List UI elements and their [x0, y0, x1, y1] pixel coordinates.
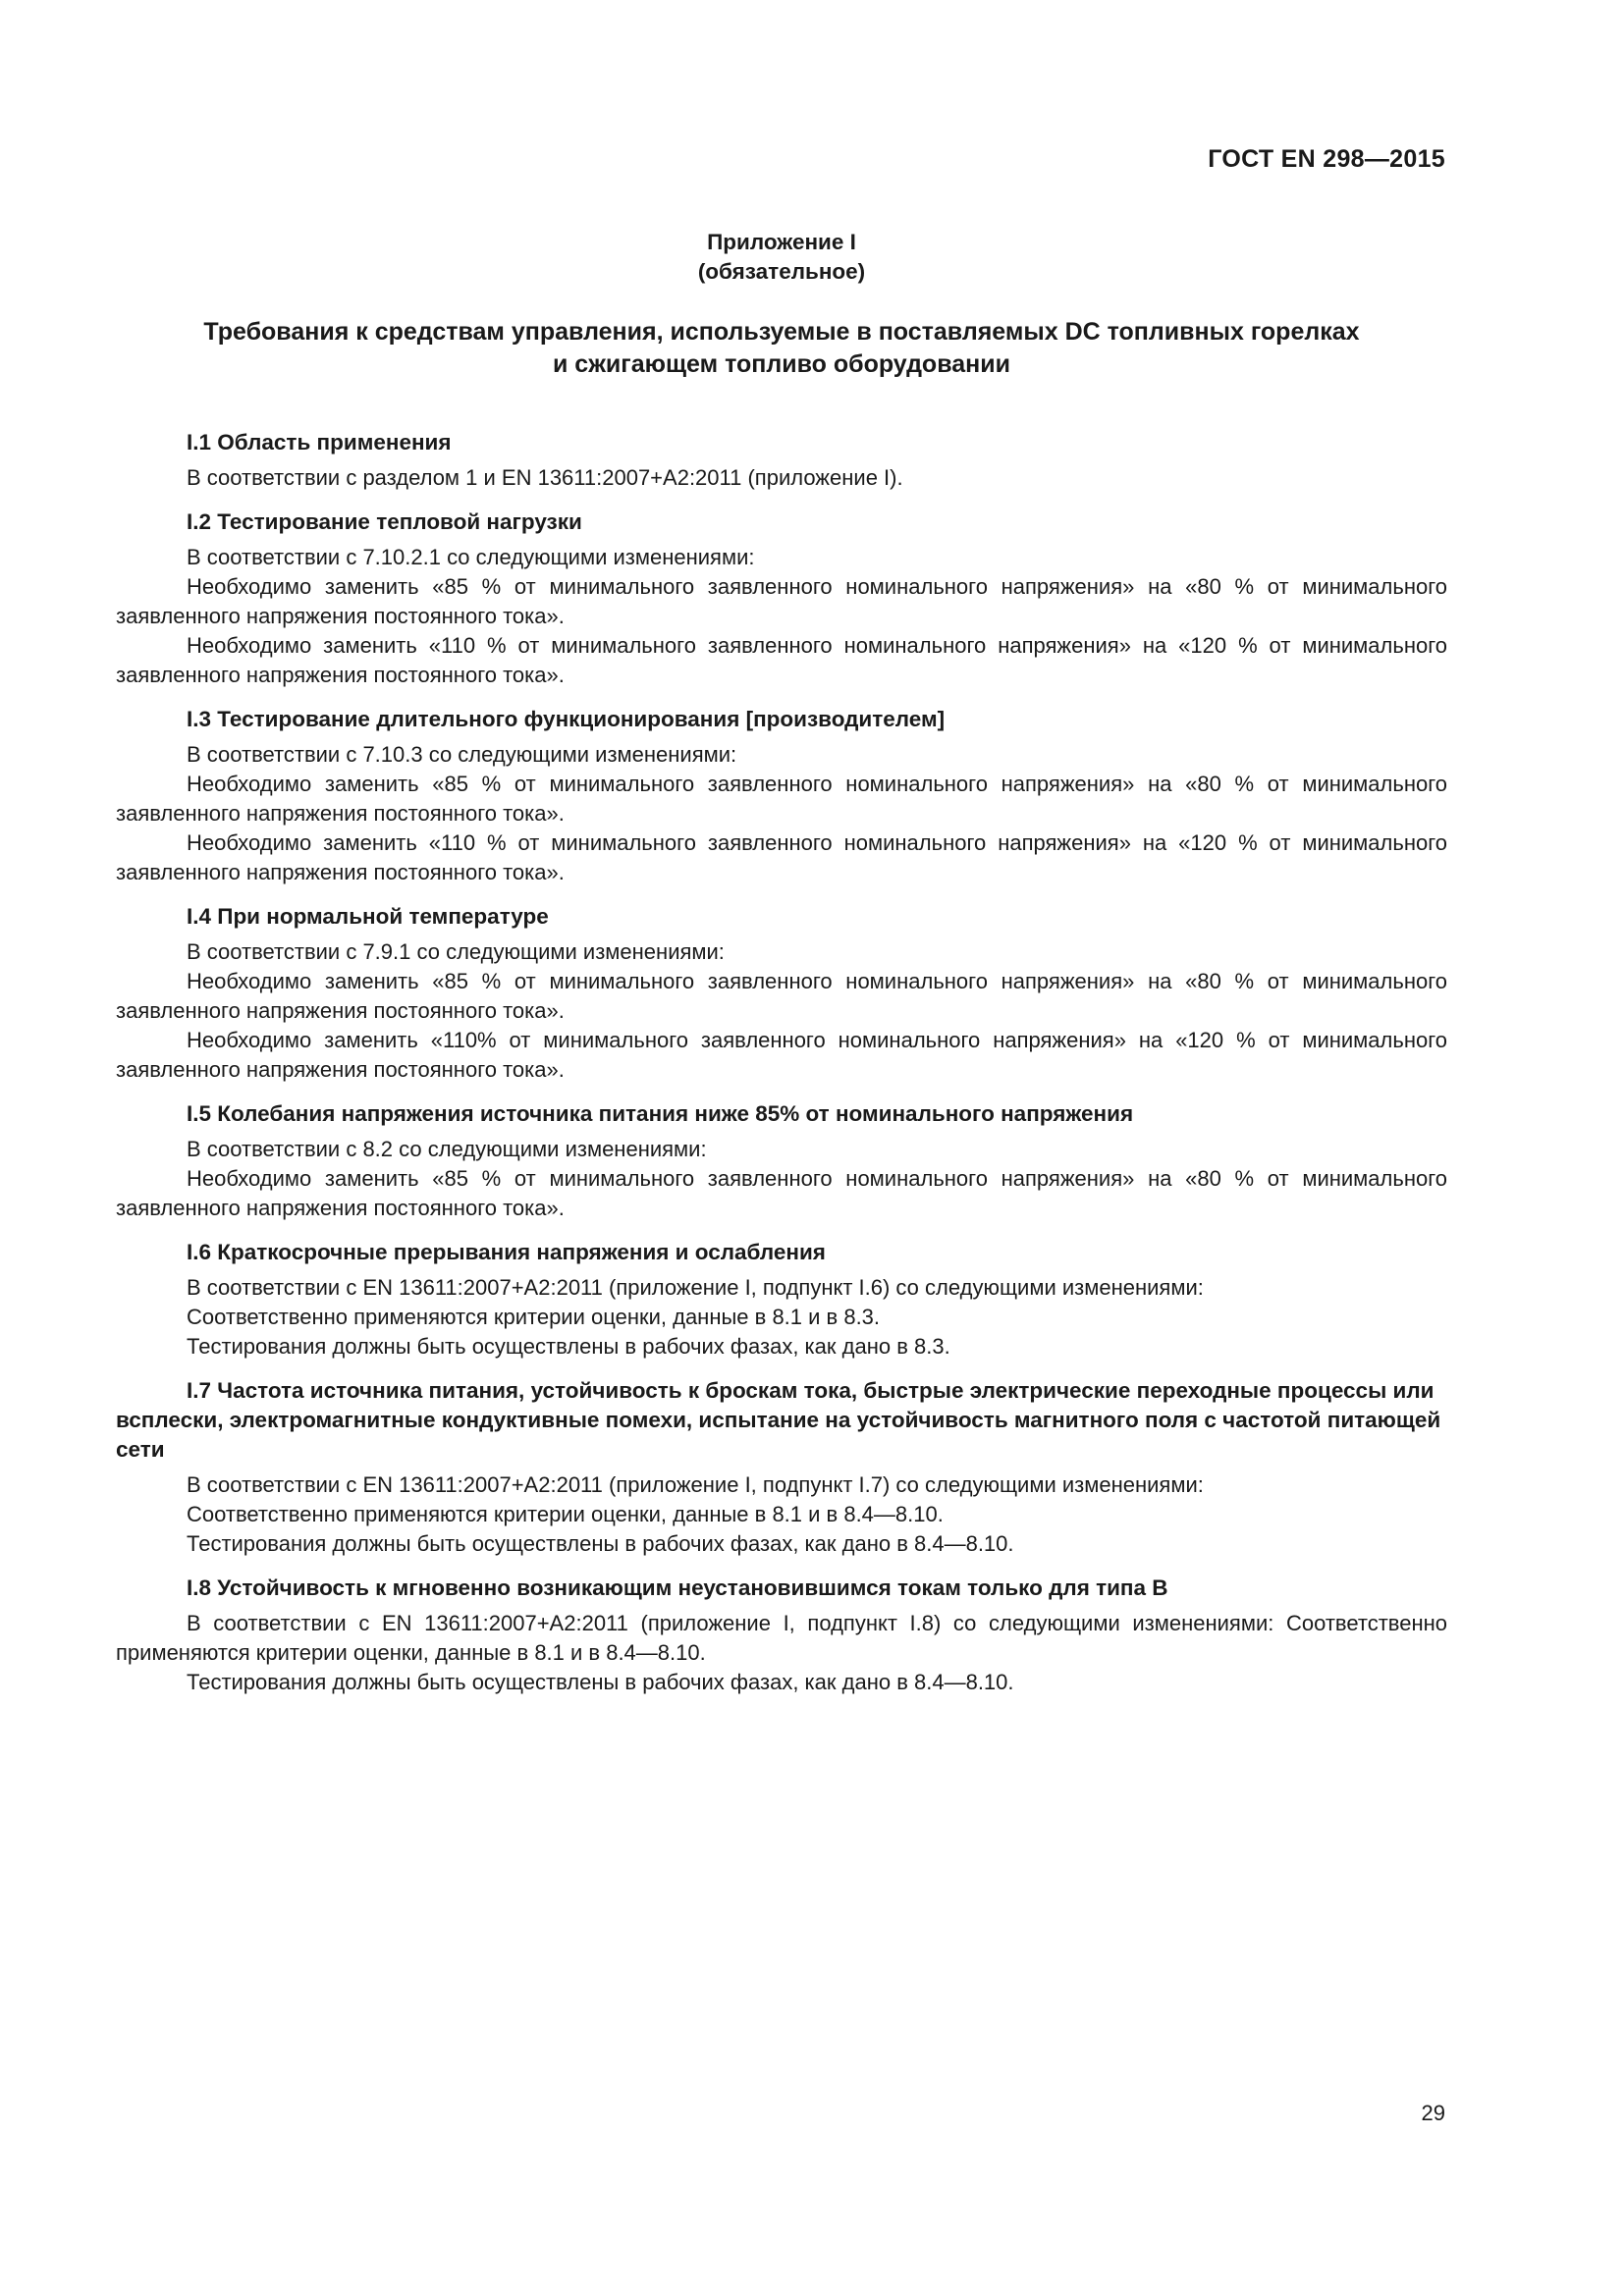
section-heading: I.6 Краткосрочные прерывания напряжения и ослабления	[187, 1240, 826, 1264]
section-i1	[116, 428, 1447, 493]
section-heading: I.7 Частота источника питания, устойчивость к броскам тока, быстрые электрические переходные процессы или всплески, электромагнитные кондуктивные помехи, испытание на устойчивость магнитного поля с частотой питающей сети	[116, 1378, 1441, 1462]
section-paragraph: Необходимо заменить «110% от минимального заявленного номинального напряжения» на «120 % от минимального заявленного напряжения постоянного тока».	[116, 1028, 1447, 1082]
annex-title	[116, 316, 1447, 381]
annex-title-line-2: и сжигающем топливо оборудовании	[552, 350, 1010, 378]
section-heading: I.3 Тестирование длительного функционирования [производителем]	[187, 707, 946, 731]
section-paragraph: Необходимо заменить «85 % от минимального заявленного номинального напряжения» на «80 % от минимального заявленного напряжения постоянного тока».	[116, 574, 1447, 628]
section-paragraph: В соответствии с EN 13611:2007+A2:2011 (приложение I, подпункт I.6) со следующими изменениями:	[187, 1275, 1204, 1300]
section-paragraph: Необходимо заменить «110 % от минимального заявленного номинального напряжения» на «120 % от минимального заявленного напряжения постоянного тока».	[116, 633, 1447, 687]
section-heading: I.2 Тестирование тепловой нагрузки	[187, 509, 582, 534]
annex-status: (обязательное)	[697, 259, 866, 284]
section-paragraph: В соответствии с 7.10.3 со следующими изменениями:	[187, 742, 737, 767]
section-paragraph: Тестирования должны быть осуществлены в рабочих фазах, как дано в 8.4—8.10.	[187, 1670, 1014, 1694]
section-i7	[116, 1376, 1447, 1559]
section-paragraph: В соответствии с EN 13611:2007+A2:2011 (приложение I, подпункт I.8) со следующими изменениями: Соответственно применяются критерии оценки, данные в 8.1 и в 8.4—8.10.	[116, 1611, 1447, 1665]
annex-content	[116, 428, 1447, 1712]
section-heading: I.8 Устойчивость к мгновенно возникающим неустановившимся токам только для типа В	[187, 1575, 1168, 1600]
section-paragraph: Соответственно применяются критерии оценки, данные в 8.1 и в 8.3.	[187, 1305, 881, 1329]
section-paragraph: Необходимо заменить «85 % от минимального заявленного номинального напряжения» на «80 % от минимального заявленного напряжения постоянного тока».	[116, 772, 1447, 826]
section-i2	[116, 507, 1447, 690]
section-paragraph: В соответствии с 8.2 со следующими изменениями:	[187, 1137, 707, 1161]
section-paragraph: Тестирования должны быть осуществлены в рабочих фазах, как дано в 8.3.	[187, 1334, 950, 1359]
document-code: ГОСТ EN 298—2015	[1208, 145, 1445, 173]
annex-label: Приложение I	[707, 230, 856, 254]
annex-title-line-1: Требования к средствам управления, используемые в поставляемых DC топливных горелках	[203, 318, 1360, 346]
section-paragraph: В соответствии с разделом 1 и EN 13611:2007+A2:2011 (приложение I).	[187, 465, 903, 490]
section-paragraph: Необходимо заменить «85 % от минимального заявленного номинального напряжения» на «80 % от минимального заявленного напряжения постоянного тока».	[116, 1166, 1447, 1220]
section-i5	[116, 1099, 1447, 1223]
section-heading: I.5 Колебания напряжения источника питания ниже 85% от номинального напряжения	[187, 1101, 1134, 1126]
section-paragraph: Необходимо заменить «85 % от минимального заявленного номинального напряжения» на «80 % от минимального заявленного напряжения постоянного тока».	[116, 969, 1447, 1023]
section-paragraph: Необходимо заменить «110 % от минимального заявленного номинального напряжения» на «120 % от минимального заявленного напряжения постоянного тока».	[116, 830, 1447, 884]
section-i6	[116, 1238, 1447, 1362]
section-paragraph: Тестирования должны быть осуществлены в рабочих фазах, как дано в 8.4—8.10.	[187, 1531, 1014, 1556]
page-number: 29	[1421, 2101, 1445, 2125]
section-i8	[116, 1574, 1447, 1697]
section-paragraph: В соответствии с 7.9.1 со следующими изменениями:	[187, 939, 725, 964]
annex-heading	[116, 228, 1447, 287]
section-paragraph: Соответственно применяются критерии оценки, данные в 8.1 и в 8.4—8.10.	[187, 1502, 944, 1526]
section-i4	[116, 902, 1447, 1085]
section-paragraph: В соответствии с EN 13611:2007+A2:2011 (приложение I, подпункт I.7) со следующими изменениями:	[187, 1472, 1204, 1497]
section-heading: I.4 При нормальной температуре	[187, 904, 549, 929]
section-i3	[116, 705, 1447, 887]
section-paragraph: В соответствии с 7.10.2.1 со следующими изменениями:	[187, 545, 755, 569]
section-heading: I.1 Область применения	[187, 430, 452, 454]
